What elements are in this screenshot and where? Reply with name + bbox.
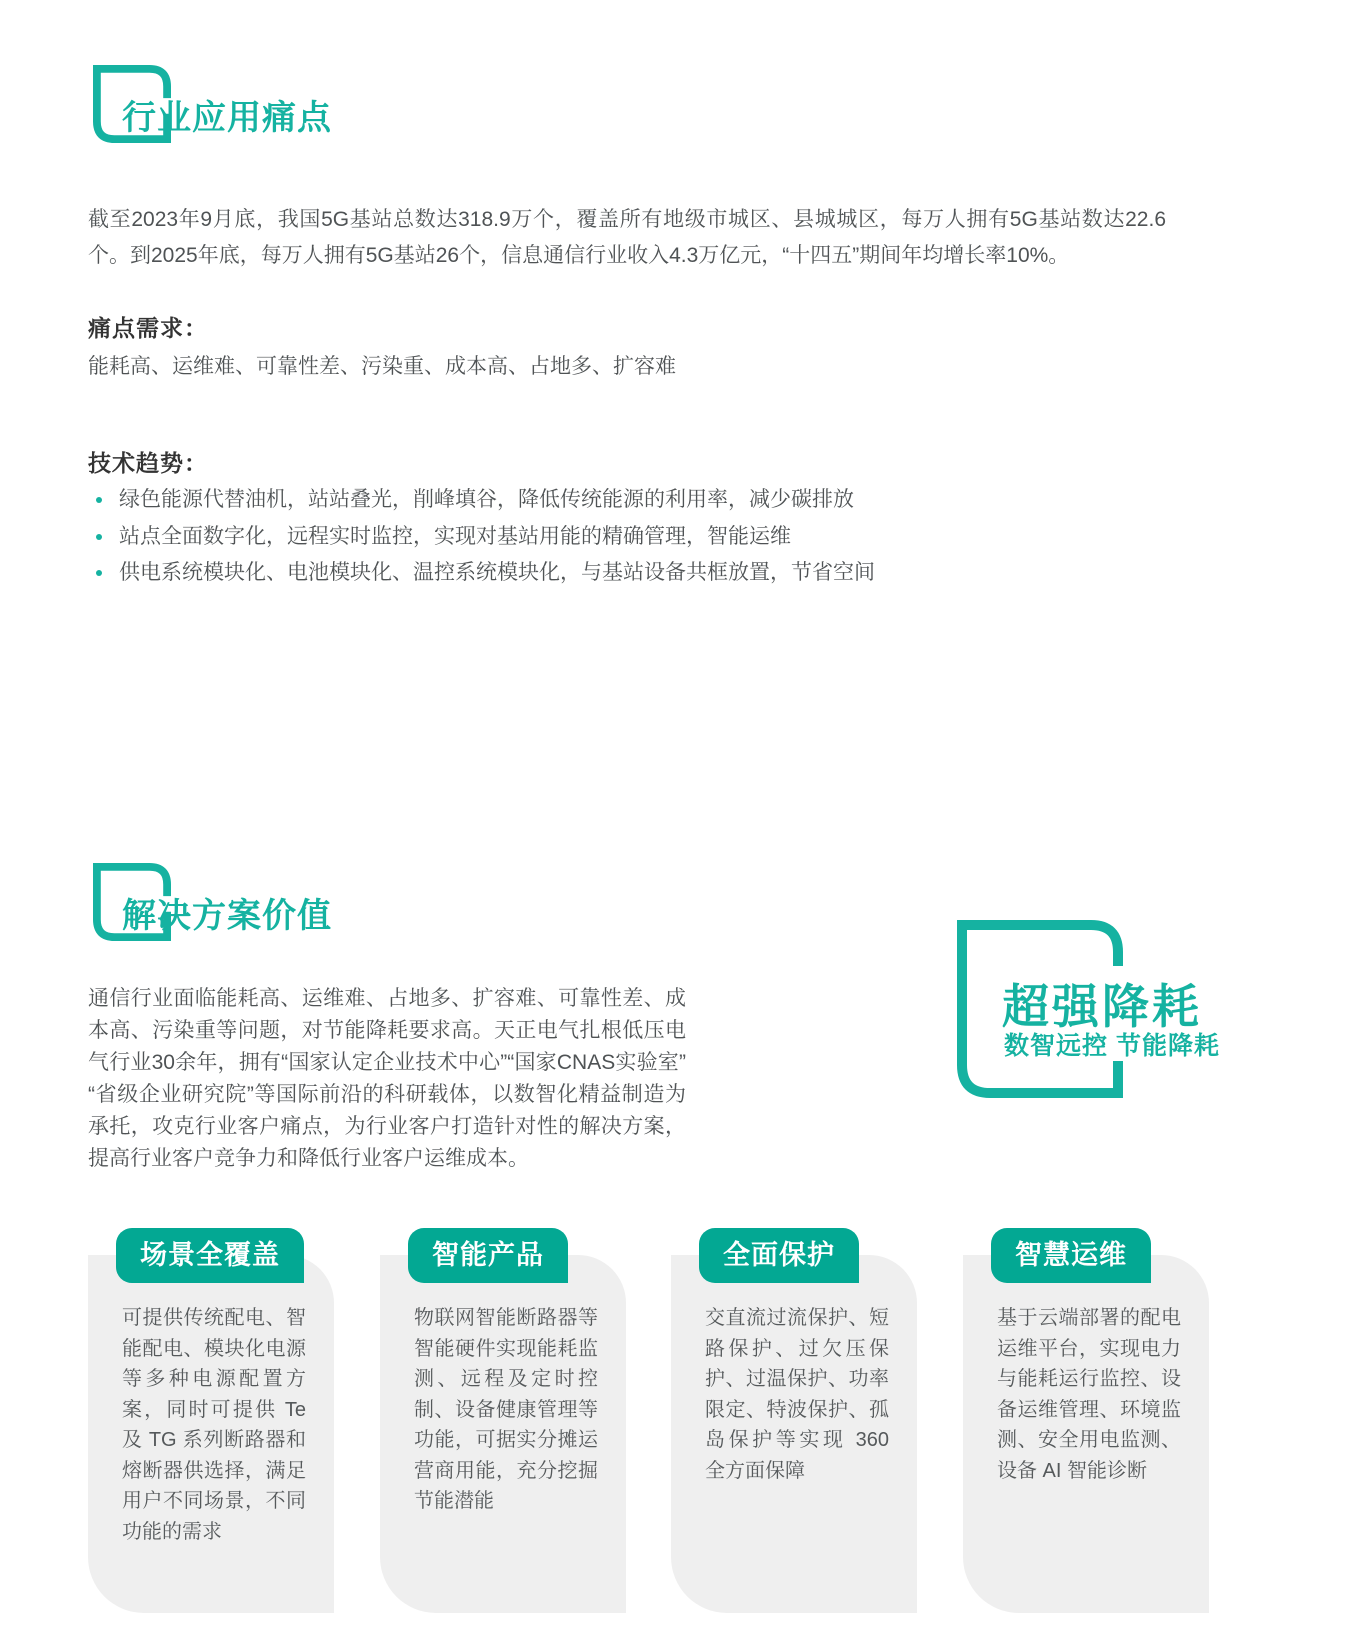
section-pain-title-block [93,64,413,144]
trend-list [88,482,908,592]
section-value-title: 解决方案价值 [122,897,332,935]
card-label-badge: 全面保护 [699,1228,859,1283]
section-value-title-block [93,862,413,942]
pain-intro-paragraph: 截至2023年9月底，我国5G基站总数达318.9万个，覆盖所有地级市城区、县城城区，每万人拥有5G基站数达22.6个。到2025年底，每万人拥有5G基站26个，信息通信行业收入4.3万亿元，“十四五”期间年均增长率10%。 [88,208,1166,267]
card-body-text: 交直流过流保护、短路保护、过欠压保护、过温保护、功率限定、特波保护、孤岛保护等实现 360 全方面保障 [705,1307,889,1482]
card-label-badge: 智能产品 [408,1228,568,1283]
card-label-badge: 智慧运维 [991,1228,1151,1283]
trend-heading: 技术趋势： [88,450,208,476]
value-callout [957,920,1257,1120]
feature-card-smart-ops [963,1240,1209,1613]
card-body-text: 基于云端部署的配电运维平台，实现电力与能耗运行监控、设备运维管理、环境监测、安全用电监测、设备 AI 智能诊断 [997,1307,1181,1482]
feature-card-full-protection [671,1240,917,1613]
section-pain-title: 行业应用痛点 [122,99,332,137]
demand-heading: 痛点需求： [88,315,208,341]
callout-headline: 超强降耗 [1002,980,1202,1033]
value-body-paragraph: 通信行业面临能耗高、运维难、占地多、扩容难、可靠性差、成本高、污染重等问题，对节能降耗要求高。天正电气扎根低压电气行业30余年，拥有“国家认定企业技术中心”“国家CNAS实验室”“省级企业研究院”等国际前沿的科研载体，以数智化精益制造为承托，攻克行业客户痛点，为行业客户打造针对性的解决方案，提高行业客户竞争力和降低行业客户运维成本。 [88,987,686,1170]
trend-item: 供电系统模块化、电池模块化、温控系统模块化，与基站设备共框放置，节省空间 [88,555,908,592]
demand-text: 能耗高、运维难、可靠性差、污染重、成本高、占地多、扩容难 [88,355,676,378]
card-body-text: 物联网智能断路器等智能硬件实现能耗监测、远程及定时控制、设备健康管理等功能，可据实分摊运营商用能，充分挖掘节能潜能 [414,1307,598,1512]
trend-item: 站点全面数字化，远程实时监控，实现对基站用能的精确管理，智能运维 [88,519,908,556]
trend-item: 绿色能源代替油机，站站叠光，削峰填谷，降低传统能源的利用率，减少碳排放 [88,482,908,519]
callout-subline: 数智远控 节能降耗 [1004,1032,1220,1060]
feature-card-scene-coverage [88,1240,334,1613]
card-body-text: 可提供传统配电、智能配电、模块化电源等多种电源配置方案，同时可提供 Te 及 TG 系列断路器和熔断器供选择，满足用户不同场景，不同功能的需求 [122,1307,306,1543]
card-label-badge: 场景全覆盖 [116,1228,304,1283]
feature-card-smart-products [380,1240,626,1613]
